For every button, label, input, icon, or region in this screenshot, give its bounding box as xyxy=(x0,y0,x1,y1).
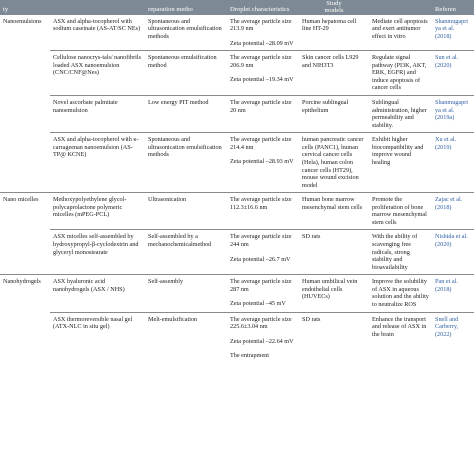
header-type: ty xyxy=(0,0,50,15)
header-characteristics: Droplet characteristics xyxy=(227,0,299,15)
table-row xyxy=(0,312,474,363)
header-method: reparation metho xyxy=(145,0,227,15)
method-cell: Self-assembled by a mechanochemicalmethod xyxy=(145,230,227,275)
model-cell: human pancreatic cancer cells (PANC1), human cervical cancer cells (Hela), human colon cancer cells (HT29), mouse wound excision model xyxy=(299,133,369,193)
reference-link[interactable]: Nishida et al. (2020) xyxy=(432,230,474,275)
model-cell: SD rats xyxy=(299,230,369,275)
characteristics-cell xyxy=(227,15,299,51)
particle-size: The average particle size 213.9 nm xyxy=(230,17,292,33)
model-cell: Human umbilical vein endothelial cells (HUVECs) xyxy=(299,275,369,312)
header-models-line2: models xyxy=(324,7,344,15)
outcome-cell: Mediate cell apoptosis and exert antitumor effect in vitro xyxy=(369,15,432,51)
method-cell: Melt-emulsification xyxy=(148,315,198,323)
outcome-cell: Exhibit higher biocompatibility and improve wound healing xyxy=(369,133,432,193)
reference-link[interactable]: Snell and Carberry, (2022) xyxy=(435,315,459,338)
outcome-cell: Regulate signal pathway (PI3K, AKT, ERK, EGFR) and induce apoptosis of cancer cells xyxy=(369,51,432,96)
formulation-cell: ASX thermoreversible nasal gel (ATX-NLC in situ gel) xyxy=(53,315,133,331)
table-row xyxy=(0,230,474,275)
formulation-cell: ASX and alpha-tocopherol with sodium caseinate (AS-AT/SC NEs) xyxy=(50,15,145,51)
zeta-potential: Zeta potential –28.09 mV xyxy=(230,39,294,47)
header-reference: Referen xyxy=(432,0,474,15)
particle-size: The average particle size 112.3±16.6 nm xyxy=(230,196,292,211)
formulation-cell: ASX hyaluronic acid nanohydrogels (ASX / NHS) xyxy=(50,275,145,312)
particle-size: The average particle size 214.4 nm xyxy=(230,136,292,151)
outcome-cell: With the ability of scavenging free radicals, strong stability and bioavailability xyxy=(369,230,432,275)
characteristics-cell xyxy=(227,275,299,312)
method-cell: Ultrasonication xyxy=(145,193,227,230)
zeta-potential: Zeta potential –22.64 mV xyxy=(230,337,294,345)
table-row xyxy=(0,275,474,312)
particle-size: The average particle size 287 nm xyxy=(230,278,292,293)
reference-link[interactable]: Zajac et al. (2018) xyxy=(432,193,474,230)
reference-link[interactable]: Shanmugapriya et al. (2019a) xyxy=(432,96,474,133)
particle-size: The average particle size 206.9 nm xyxy=(230,54,292,69)
characteristics-cell xyxy=(227,96,299,133)
header-models-line1: Study xyxy=(326,0,342,7)
formulation-cell: Cellulose nanocrys-tals/ nanofibrils loaded ASX nanoemulsion (CNC/CNF@Nes) xyxy=(50,51,145,96)
header-formulation xyxy=(50,0,145,15)
formulation-cell: Methoxypolyethylene glycol-polycaprolactone polymeric micelles (mPEG-PCL) xyxy=(50,193,145,230)
header-outcome xyxy=(369,0,432,15)
outcome-cell: Improve the solubility of ASX in aqueous solution and the ability to neutralize ROS xyxy=(369,275,432,312)
model-cell: Human hepatoma cell line HT-29 xyxy=(299,15,369,51)
model-cell: Skin cancer cells L929 and NIH3T3 xyxy=(299,51,369,96)
outcome-cell: Enhance the transport and release of ASX in the brain xyxy=(372,315,427,338)
method-cell: Spontaneous emulsification method xyxy=(145,51,227,96)
characteristics-cell xyxy=(227,51,299,96)
model-cell: SD rats xyxy=(302,315,321,323)
model-cell: Human bone marrow mesenchymal stem cells xyxy=(299,193,369,230)
formulation-cell: ASX and alpha-tocopherol with κ-carrageenan nanoemulsion (AS-TP@ KCNE) xyxy=(50,133,145,193)
formulation-cell: ASX micelles self-assembled by hydroxypropyl-β-cyclodextrin and glyceryl monostearate xyxy=(50,230,145,275)
characteristics-cell xyxy=(227,230,299,275)
table-row xyxy=(0,51,474,96)
table-row xyxy=(0,193,474,230)
entrapment: The entrapment xyxy=(230,352,269,360)
category-nano-micelles: Nano micelles xyxy=(0,193,50,275)
reference-link[interactable]: Xu et al. (2019) xyxy=(432,133,474,193)
category-nanoemulsions: Nanoemulsions xyxy=(3,17,42,25)
particle-size: The average particle size 20 nm xyxy=(230,99,292,114)
zeta-potential: Zeta potential –45 mV xyxy=(230,300,286,308)
reference-link[interactable]: Pan et al. (2018) xyxy=(432,275,474,312)
characteristics-cell xyxy=(227,133,299,193)
method-cell: Spontaneous and ultrasonication emulsification methods xyxy=(145,15,227,51)
formulation-cell: Novel ascorbate palmitate nanoemulsion xyxy=(50,96,145,133)
method-cell: Self-assembly xyxy=(145,275,227,312)
table-row xyxy=(0,15,474,51)
zeta-potential: Zeta potential –28.93 mV xyxy=(230,158,294,166)
particle-size: The average particle size 244 nm xyxy=(230,233,292,248)
method-cell: Low energy PIT method xyxy=(145,96,227,133)
category-nanohydrogels: Nanohydrogels xyxy=(0,275,50,363)
particle-size: The average particle size 225.6±3.04 nm xyxy=(230,315,292,331)
reference-link[interactable]: Sun et al. (2020) xyxy=(432,51,474,96)
model-cell: Porcine sublingual epithelium xyxy=(299,96,369,133)
table-header-row xyxy=(0,0,474,15)
zeta-potential: Zeta potential –26.7 mV xyxy=(230,255,291,263)
method-cell: Spontaneous and ultrasonication emulsification methods xyxy=(145,133,227,193)
reference-link[interactable]: Shanmugapriya et al. (2018) xyxy=(432,15,474,51)
table-row xyxy=(0,96,474,133)
table-row xyxy=(0,133,474,193)
characteristics-cell xyxy=(227,193,299,230)
outcome-cell: Promote the proliferation of bone marrow mesenchymal stem cells xyxy=(369,193,432,230)
characteristics-cell xyxy=(227,312,299,363)
header-models xyxy=(299,0,369,15)
outcome-cell: Sublingual administration, higher permeability and stability. xyxy=(369,96,432,133)
zeta-potential: Zeta potential –19.34 mV xyxy=(230,76,294,84)
